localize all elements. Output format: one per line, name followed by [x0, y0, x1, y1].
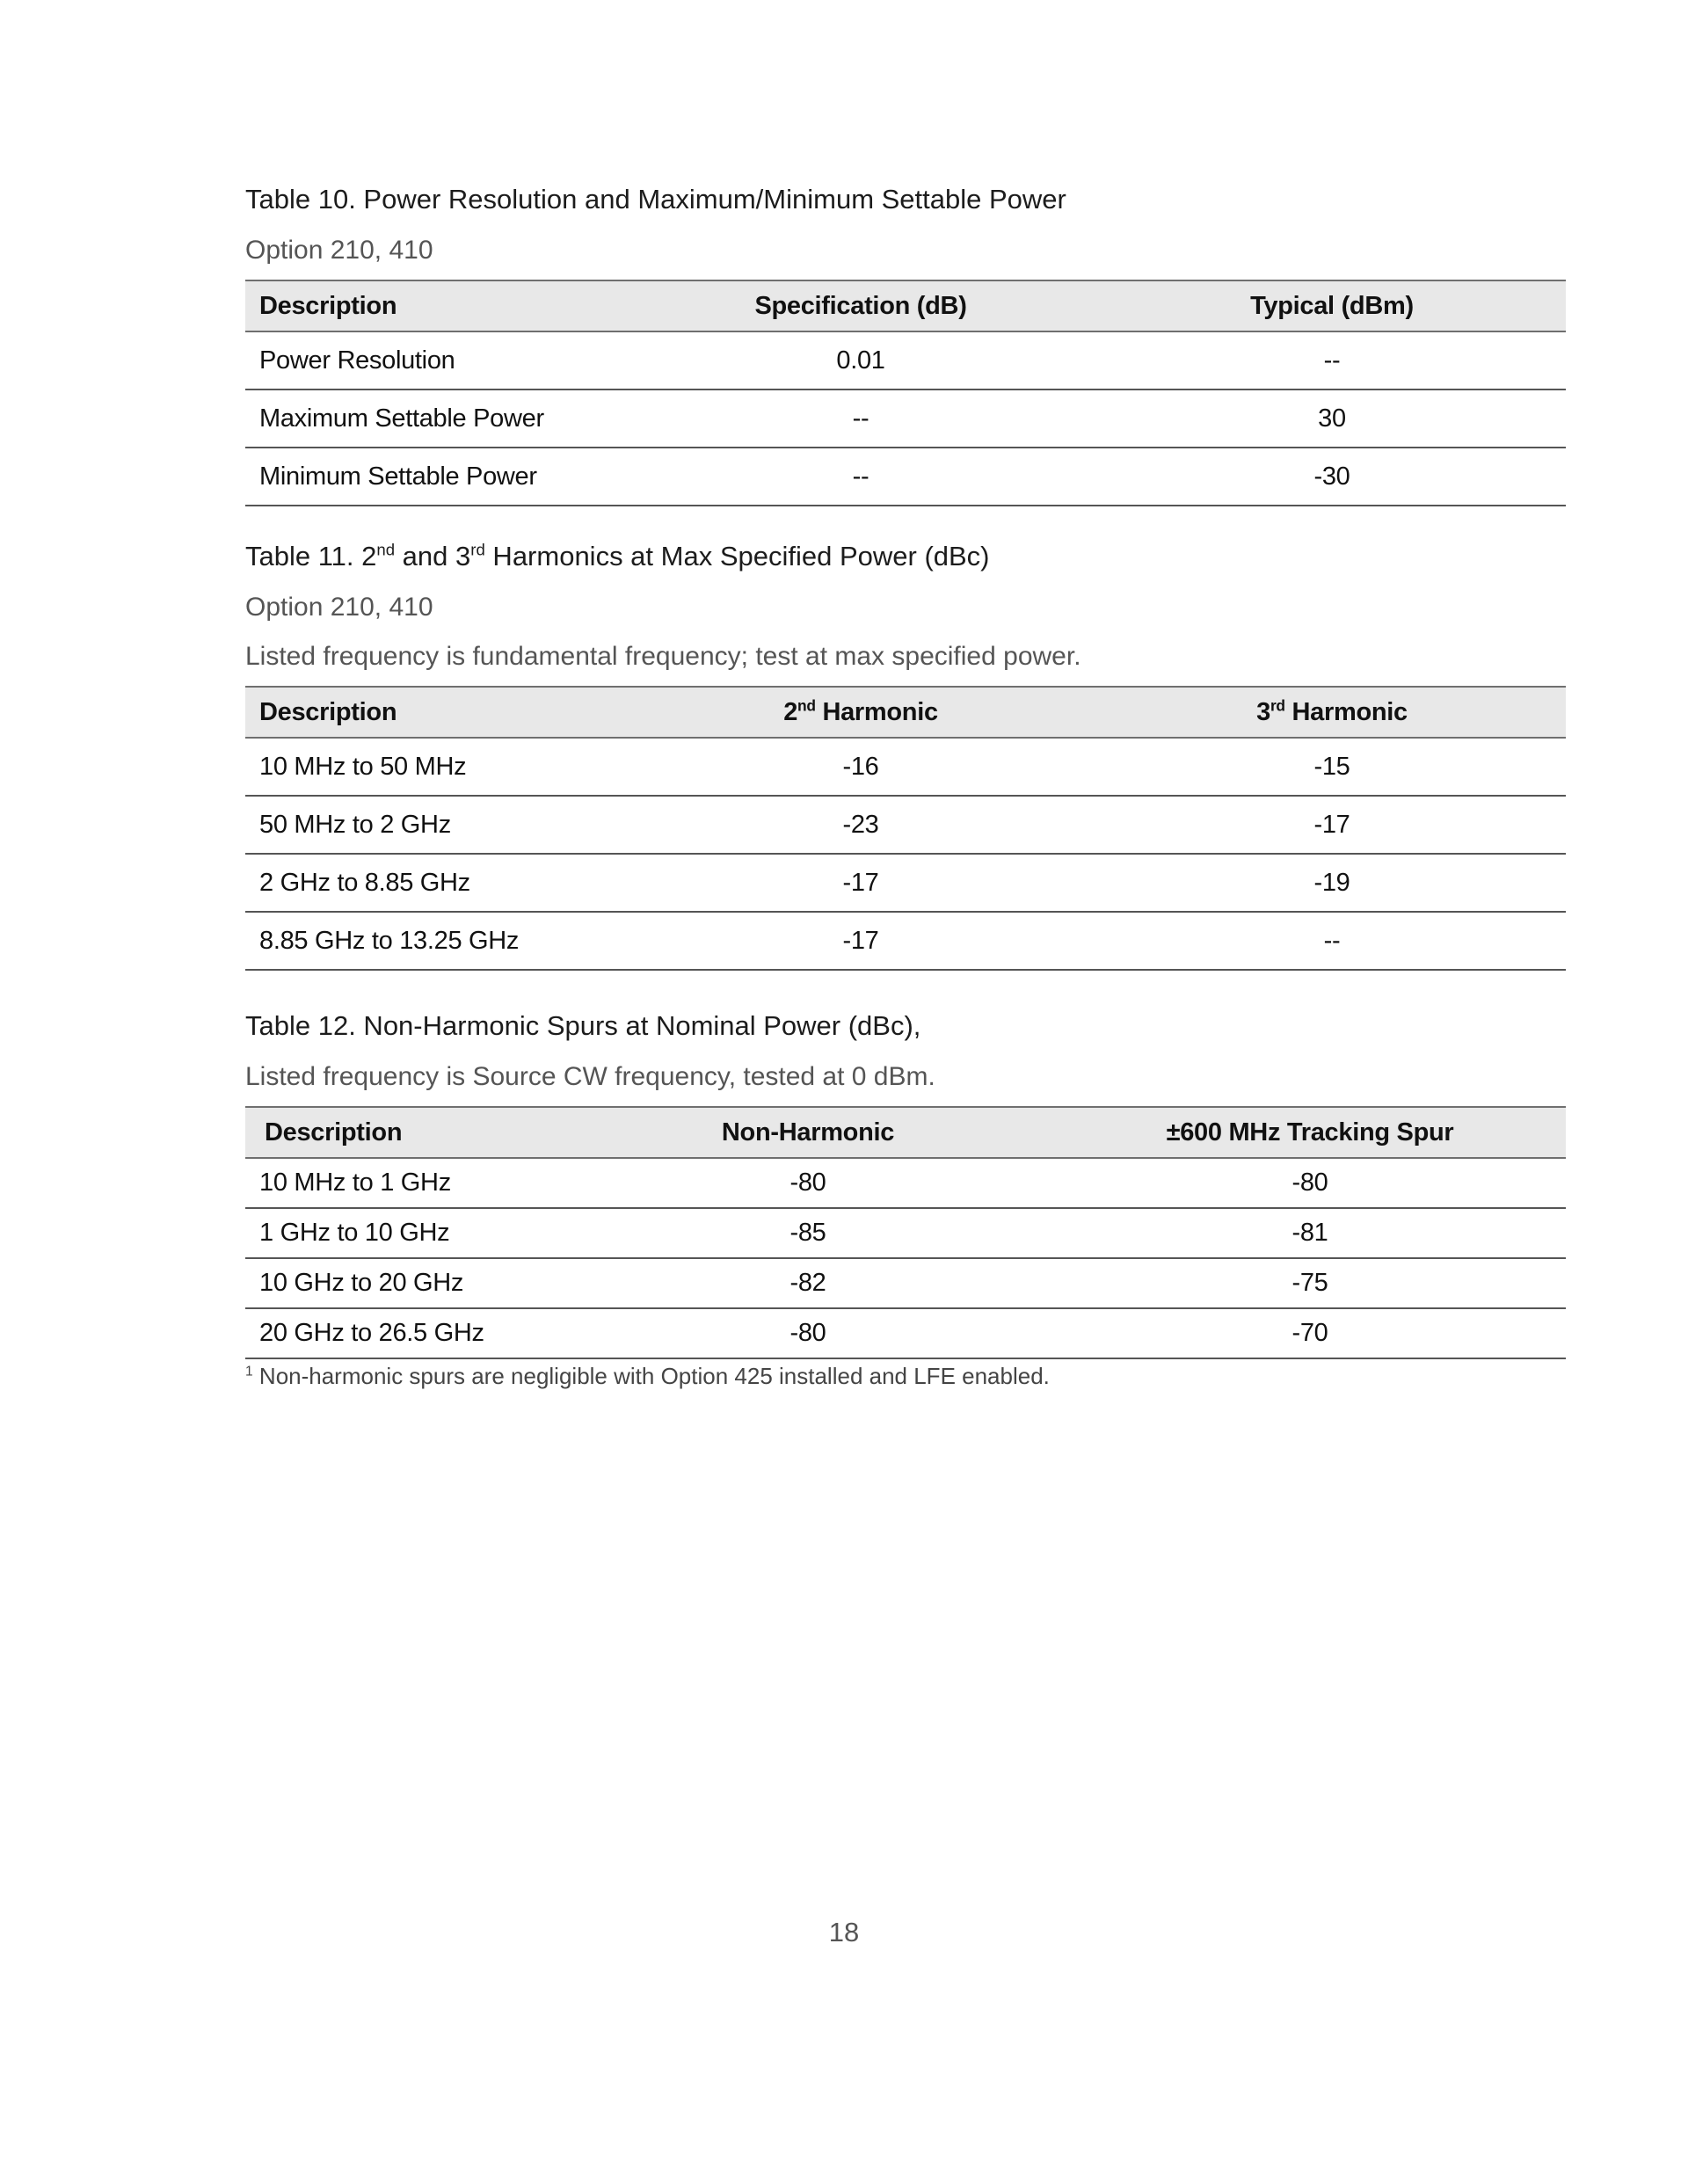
table-11-caption: Table 11. 2nd and 3rd Harmonics at Max Specified Power (dBc) — [245, 540, 990, 571]
table-row — [245, 912, 1566, 970]
row-specification: 0.01 — [623, 331, 1098, 389]
row-2nd-harmonic: -17 — [623, 912, 1098, 970]
row-3rd-harmonic: -17 — [1098, 796, 1566, 854]
table-12-caption: Table 12. Non-Harmonic Spurs at Nominal Power (dBc), — [245, 1010, 921, 1041]
table-header-row — [245, 1107, 1566, 1158]
table-row — [245, 1308, 1566, 1358]
row-2nd-harmonic: -23 — [623, 796, 1098, 854]
table-12-footnote: $^1$ Non-harmonic spurs are negligible with Option 425 installed and LFE enabled. — [245, 1363, 1050, 1389]
table-header-row — [245, 687, 1566, 738]
row-description: 10 GHz to 20 GHz — [245, 1258, 562, 1308]
row-tracking-spur: -75 — [1054, 1258, 1566, 1308]
table-header-row — [245, 280, 1566, 331]
header-non-harmonic: Non-Harmonic — [562, 1107, 1054, 1158]
row-tracking-spur: -80 — [1054, 1158, 1566, 1208]
row-description: 20 GHz to 26.5 GHz — [245, 1308, 562, 1358]
table-12-note: Listed frequency is Source CW frequency, tested at 0 dBm. — [245, 1062, 935, 1091]
row-description: 50 MHz to 2 GHz — [245, 796, 623, 854]
header-description: Description — [245, 687, 623, 738]
table-row — [245, 389, 1566, 448]
row-3rd-harmonic: -- — [1098, 912, 1566, 970]
table-12-section — [245, 1009, 1566, 1391]
header-2nd-harmonic: 2nd Harmonic — [623, 687, 1098, 738]
table-row — [245, 1158, 1566, 1208]
row-non-harmonic: -80 — [562, 1158, 1054, 1208]
header-tracking-spur: ±600 MHz Tracking Spur — [1054, 1107, 1566, 1158]
table-row — [245, 854, 1566, 912]
table-12 — [245, 1106, 1566, 1359]
row-tracking-spur: -70 — [1054, 1308, 1566, 1358]
table-row — [245, 448, 1566, 506]
table-row — [245, 1208, 1566, 1258]
row-description: Minimum Settable Power — [245, 448, 623, 506]
row-specification: -- — [623, 448, 1098, 506]
header-3rd-harmonic: 3rd Harmonic — [1098, 687, 1566, 738]
row-description: Maximum Settable Power — [245, 389, 623, 448]
row-non-harmonic: -82 — [562, 1258, 1054, 1308]
row-description: 8.85 GHz to 13.25 GHz — [245, 912, 623, 970]
header-specification: Specification (dB) — [623, 280, 1098, 331]
page-number: 18 — [828, 1917, 860, 1947]
footnote-mark: 1 — [245, 1364, 253, 1380]
row-description: 1 GHz to 10 GHz — [245, 1208, 562, 1258]
table-10 — [245, 280, 1566, 506]
row-description: 10 MHz to 50 MHz — [245, 738, 623, 796]
row-typical: -- — [1098, 331, 1566, 389]
row-non-harmonic: -85 — [562, 1208, 1054, 1258]
row-description: 2 GHz to 8.85 GHz — [245, 854, 623, 912]
row-2nd-harmonic: -16 — [623, 738, 1098, 796]
row-description: 10 MHz to 1 GHz — [245, 1158, 562, 1208]
header-typical: Typical (dBm) — [1098, 280, 1566, 331]
row-typical: 30 — [1098, 389, 1566, 448]
table-11-note: Listed frequency is fundamental frequency; test at max specified power. — [245, 642, 1081, 671]
table-11 — [245, 686, 1566, 971]
table-11-section — [245, 540, 1566, 971]
header-description: Description — [245, 280, 623, 331]
table-row — [245, 796, 1566, 854]
row-2nd-harmonic: -17 — [623, 854, 1098, 912]
table-10-section — [245, 183, 1566, 506]
row-non-harmonic: -80 — [562, 1308, 1054, 1358]
row-specification: -- — [623, 389, 1098, 448]
table-row — [245, 331, 1566, 389]
table-row — [245, 738, 1566, 796]
table-row — [245, 1258, 1566, 1308]
header-description: Description — [245, 1107, 562, 1158]
table-10-option: Option 210, 410 — [245, 236, 433, 265]
row-3rd-harmonic: -19 — [1098, 854, 1566, 912]
row-tracking-spur: -81 — [1054, 1208, 1566, 1258]
table-11-option: Option 210, 410 — [245, 593, 433, 622]
row-description: Power Resolution — [245, 331, 623, 389]
table-10-caption: Table 10. Power Resolution and Maximum/Minimum Settable Power — [245, 184, 1066, 215]
row-3rd-harmonic: -15 — [1098, 738, 1566, 796]
row-typical: -30 — [1098, 448, 1566, 506]
